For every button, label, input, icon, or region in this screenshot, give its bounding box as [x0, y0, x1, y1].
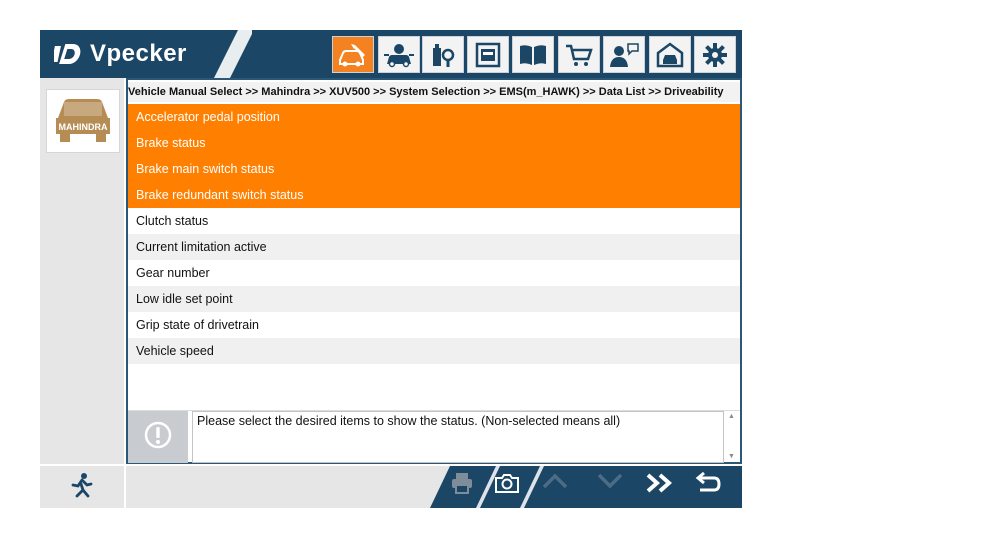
breadcrumb [128, 82, 740, 102]
garage-icon [656, 42, 684, 68]
logo-panel [40, 30, 250, 78]
nav-workshop-button[interactable] [378, 36, 420, 73]
nav-special-function-button[interactable] [422, 36, 464, 73]
report-icon [474, 42, 502, 68]
nav-garage-button[interactable] [649, 36, 691, 73]
list-item[interactable]: Grip state of drivetrain [128, 312, 740, 338]
list-item[interactable]: Low idle set point [128, 286, 740, 312]
list-item[interactable]: Vehicle speed [128, 338, 740, 364]
tools-icon [429, 42, 457, 68]
screenshot-button[interactable] [494, 472, 524, 502]
info-scrollbar[interactable] [726, 411, 738, 463]
brand-name: Vpecker [90, 40, 187, 67]
alert-icon [144, 421, 172, 454]
page-up-button[interactable] [541, 472, 571, 502]
list-item[interactable]: Brake main switch status [128, 156, 740, 182]
nav-shop-button[interactable] [558, 36, 600, 73]
list-item[interactable]: Current limitation active [128, 234, 740, 260]
nav-settings-button[interactable] [694, 36, 736, 73]
info-icon-cell [128, 411, 188, 463]
list-item[interactable]: Brake status [128, 130, 740, 156]
continue-button[interactable] [645, 472, 675, 502]
header-bar [40, 30, 742, 78]
book-icon [518, 43, 548, 67]
nav-report-button[interactable] [467, 36, 509, 73]
cart-icon [564, 42, 594, 68]
list-item[interactable]: Brake redundant switch status [128, 182, 740, 208]
info-message: Please select the desired items to show the status. (Non-selected means all) [192, 411, 724, 463]
main-panel [126, 78, 742, 464]
car-diagnosis-icon [337, 42, 369, 68]
print-button[interactable] [450, 472, 480, 502]
app-window [40, 30, 742, 508]
sidebar [40, 78, 126, 464]
list-item[interactable]: Accelerator pedal position [128, 104, 740, 130]
brand-badge-label: MAHINDRA [58, 122, 108, 132]
running-man-icon [70, 472, 94, 503]
back-button[interactable] [694, 472, 724, 502]
info-box [128, 410, 740, 462]
nav-manual-button[interactable] [512, 36, 554, 73]
car-brand-icon [52, 94, 114, 149]
mechanic-icon [383, 42, 415, 68]
list-item[interactable]: Gear number [128, 260, 740, 286]
nav-feedback-button[interactable] [603, 36, 645, 73]
exit-button[interactable] [40, 466, 126, 508]
vehicle-brand-card[interactable] [46, 89, 120, 153]
scroll-down-icon[interactable]: ▼ [728, 453, 735, 460]
gear-icon [702, 42, 728, 68]
footer-toolbar [410, 466, 742, 508]
list-item[interactable]: Clutch status [128, 208, 740, 234]
nav-diagnosis-button[interactable] [332, 36, 374, 73]
data-item-list [128, 104, 740, 364]
page-down-button[interactable] [596, 472, 626, 502]
user-chat-icon [608, 42, 640, 68]
footer-bar [40, 464, 742, 508]
scroll-up-icon[interactable]: ▲ [728, 413, 735, 420]
breadcrumb-text: Vehicle Manual Select >> Mahindra >> XUV500 >> System Selection >> EMS(m_HAWK) >> Data List >> Driveability [128, 86, 724, 98]
